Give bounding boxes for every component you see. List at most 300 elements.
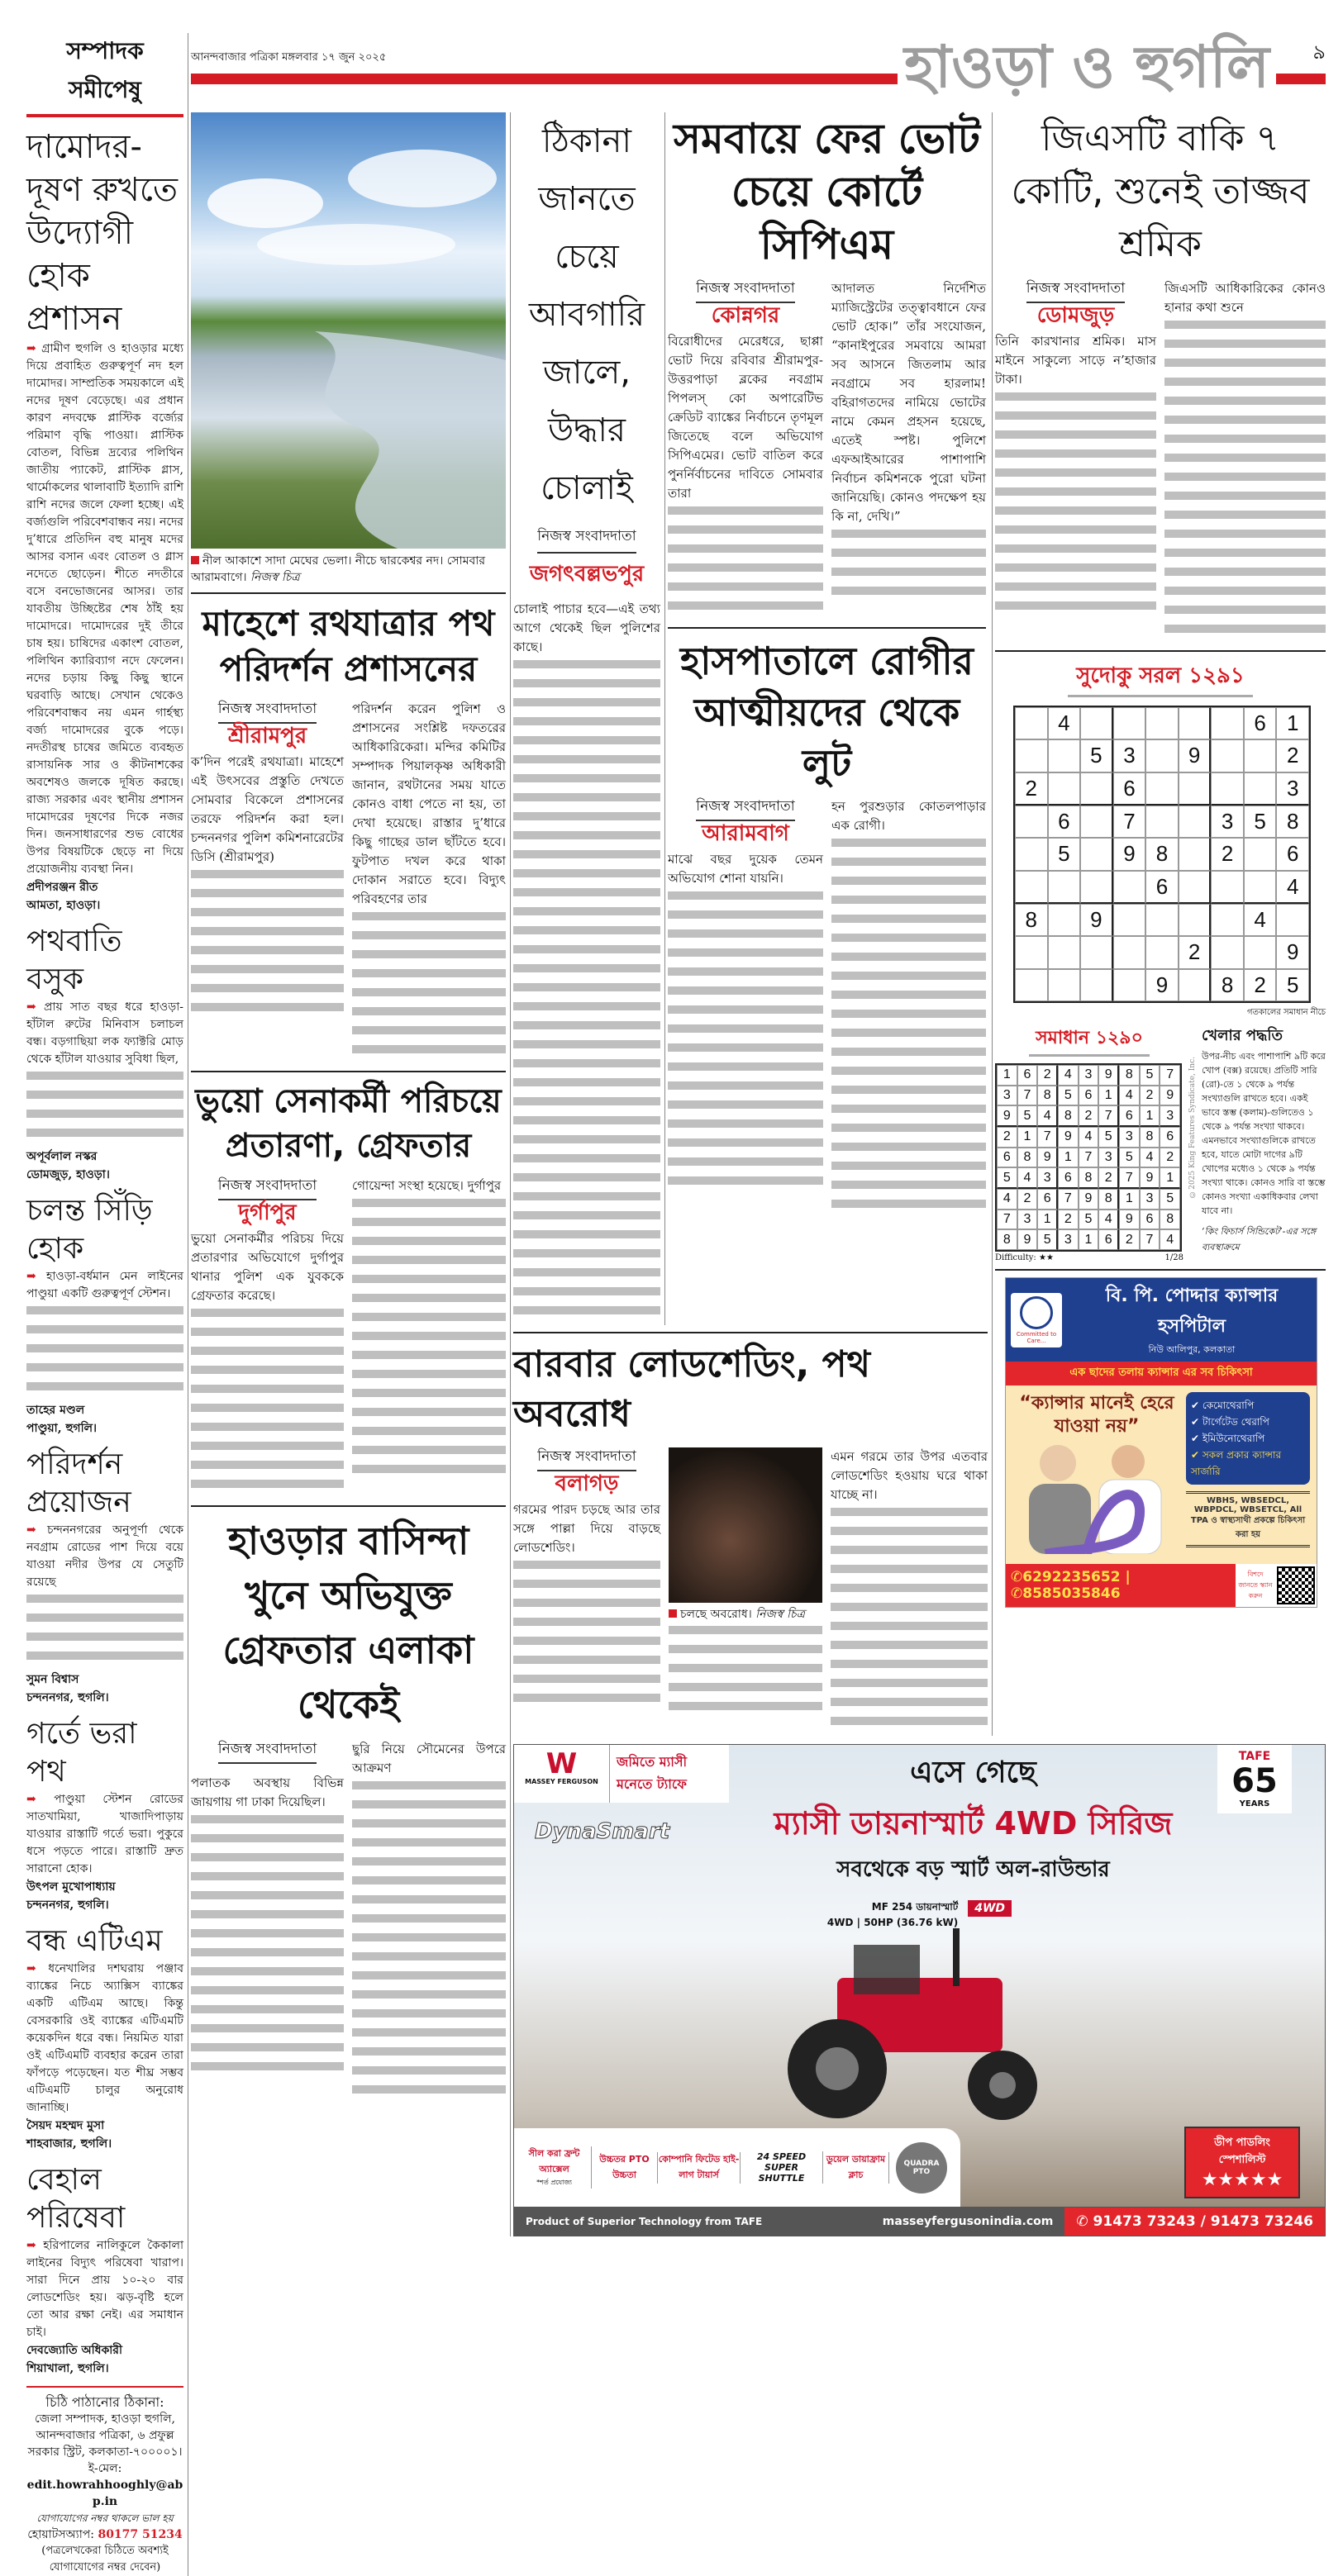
sudoku-cell: 3 — [1160, 1105, 1180, 1127]
qr-label: বিশদে জানতে স্ক্যান করুন — [1238, 1570, 1273, 1599]
sudoku-cell[interactable] — [1211, 707, 1244, 739]
sudoku-cell: 1 — [997, 1065, 1017, 1086]
anniversary-label: YEARS — [1239, 1799, 1270, 1808]
river-photo — [191, 112, 506, 549]
sudoku-cell[interactable] — [1080, 969, 1113, 1001]
article-text: পলাতক অবস্থায় বিভিন্ন জায়গায় গা ঢাকা দিয়েছিল। — [191, 1775, 344, 1809]
sudoku-cell: 9 — [1160, 1086, 1180, 1106]
letter-place: পাণ্ডুয়া, হুগলি। — [26, 1422, 98, 1435]
sudoku-cell[interactable] — [1145, 707, 1179, 739]
right-upper — [513, 112, 1326, 1736]
text-filler — [191, 1815, 344, 2081]
sudoku-cell[interactable] — [1113, 707, 1146, 739]
article-column — [995, 279, 1156, 620]
tractor-image-row — [514, 1928, 1325, 2127]
ad-headlines — [737, 1745, 1209, 1889]
sudoku-cell[interactable] — [1048, 936, 1081, 968]
services-list — [1186, 1392, 1310, 1485]
letter-author: সৈয়দ মহম্মদ মুসা — [26, 2119, 105, 2132]
caption-text: নীল আকাশে সাদা মেঘের ভেলা। নীচে দ্বারকেশ্বর নদ। সোমবার আরামবাগে। — [191, 554, 486, 584]
model-row — [514, 1900, 1325, 1928]
samabay-hospital-stack — [668, 112, 986, 1219]
check-icon: ✔ — [1191, 1416, 1203, 1428]
sudoku-cell: 7 — [1037, 1127, 1058, 1148]
sudoku-cell[interactable] — [1015, 838, 1048, 870]
letter-place: আমতা, হাওড়া। — [26, 899, 101, 912]
sudoku-cell: 9 — [1119, 1210, 1140, 1230]
article-column — [668, 279, 823, 620]
divider — [668, 627, 986, 629]
sudoku-cell: 2 — [1058, 1210, 1079, 1230]
puzzle-code: 1/28 — [1164, 1253, 1183, 1262]
divider — [513, 1332, 988, 1333]
letter-5 — [26, 1715, 183, 1914]
sudoku-cell[interactable] — [1113, 904, 1146, 936]
sudoku-cell[interactable] — [1179, 707, 1212, 739]
letter-heading: বন্ধ এটিএম — [26, 1924, 163, 1958]
center-top — [513, 112, 988, 1325]
headline-howrah[interactable]: হাওড়ার বাসিন্দা খুনে অভিযুক্ত গ্রেফতার এলাকা থেকেই — [222, 1519, 474, 1727]
column-divider — [992, 112, 993, 1736]
sudoku-cell: 5 — [1119, 1148, 1140, 1168]
letter-heading: গর্তে ভরা পথ — [26, 1717, 137, 1789]
letter-body: প্রায় সাত বছর ধরে হাওড়া-হাঁটাল রুটের মিনিবাস চলাচল বন্ধ। বড়গাছিয়া লক ফ্যাক্টরি মোড় থেকে হাঁটাল যাওয়ার সুবিধা ছিল, — [26, 1000, 184, 1066]
text-filler — [26, 1306, 183, 1401]
article-text: আদালত নির্দেশিত ম্যাজিস্ট্রেটের তত্ত্বাবধানে ফের ভোট হোক।” তাঁর সংযোজন, “কানাইপুরের সমবায়ে আমরা সব আসনে জিতলাম আর নবগ্রামে সব হারলাম! বহিরাগতদের নামিয়ে ভোটের নামে কেমন প্রহসন হয়েছে, এতেই স্পষ্ট। পুলিশে এফআইআরের পাশাপাশি নির্বাচন কমিশনকে পুরো ঘটনা জানিয়েছি। কোনও পদক্ষেপ হয় কি না, দেখি।” — [831, 281, 986, 524]
sudoku-cell[interactable] — [1048, 871, 1081, 904]
sudoku-cell[interactable] — [1080, 806, 1113, 838]
sudoku-cell: 8 — [1160, 1210, 1180, 1230]
column-divider — [664, 112, 665, 1325]
sudoku-cell: 4 — [1017, 1167, 1038, 1189]
feature-item: উচ্চতর PTO উচ্চতা — [592, 2152, 658, 2184]
sudoku-cell: 3 — [997, 1086, 1017, 1106]
byline: নিজস্ব সংবাদদাতা — [537, 525, 636, 554]
sudoku-title: সুদোকু সরল ১২৯১ — [1068, 658, 1253, 697]
sudoku-cell[interactable] — [1015, 707, 1048, 739]
sudoku-cell[interactable] — [1211, 904, 1244, 936]
letter-place: শাহবাজার, হুগলি। — [26, 2137, 112, 2151]
letter-place: শিয়াখালা, হুগলি। — [26, 2362, 109, 2375]
sudoku-cell: 8 — [1145, 838, 1179, 870]
sudoku-cell[interactable] — [1145, 772, 1179, 806]
sudoku-cell[interactable] — [1048, 969, 1081, 1001]
byline: নিজস্ব সংবাদদাতা — [218, 1740, 317, 1764]
massey-logo — [514, 1745, 729, 1803]
text-filler — [513, 1561, 660, 1713]
headline-bhuyo[interactable]: ভুয়ো সেনাকর্মী পরিচয়ে প্রতারণা, গ্রেফতার — [195, 1082, 502, 1165]
letter-body: হাওড়া-বর্ধমান মেন লাইনের পাণ্ডুয়া একটি গুরুত্বপূর্ণ স্টেশন। — [26, 1270, 184, 1300]
sudoku-cell[interactable] — [1080, 772, 1113, 806]
sudoku-cell: 9 — [1179, 739, 1212, 772]
quadra-pto-icon: QUADRA PTO — [896, 2142, 947, 2193]
sudoku-cell: 4 — [1048, 707, 1081, 739]
sudoku-cell: 6 — [1140, 1210, 1160, 1230]
sudoku-cell: 7 — [1140, 1229, 1160, 1250]
article-column — [831, 797, 986, 1219]
text-filler — [352, 1781, 506, 2104]
sudoku-cell[interactable] — [1113, 871, 1146, 904]
sudoku-cell: 8 — [1037, 1086, 1058, 1106]
sudoku-cell: 5 — [1058, 1086, 1079, 1106]
sudoku-cell: 3 — [1079, 1065, 1099, 1086]
sudoku-cell: 2 — [1160, 1148, 1180, 1168]
ad-headline-2: ম্যাসী ডায়নাস্মার্ট 4WD সিরিজ — [774, 1805, 1173, 1842]
sudoku-cell[interactable] — [1015, 806, 1048, 838]
article-column — [352, 700, 506, 1064]
sudoku-cell: 6 — [1276, 838, 1309, 870]
dateline: বলাগড় — [555, 1471, 619, 1496]
address-box — [26, 2386, 183, 2576]
check-icon: ✔ — [1191, 1400, 1203, 1411]
sudoku-cell: 1 — [1276, 707, 1309, 739]
check-icon: ✔ — [1191, 1433, 1203, 1444]
letter-author: প্রদীপরঞ্জন রীত — [26, 881, 98, 894]
sudoku-cell: 6 — [1037, 1189, 1058, 1210]
copyright: ©2025 King Features Syndicate, Inc. — [1188, 1057, 1197, 1198]
red-rule-short — [1276, 74, 1326, 84]
sudoku-cell[interactable] — [1179, 871, 1212, 904]
sudoku-cell: 7 — [1160, 1065, 1180, 1086]
text-filler — [668, 891, 823, 1195]
article-text: তিনি কারখানার শ্রমিক। মাস মাইনে সাকুল্যে সাড়ে ন’হাজার টাকা। — [995, 334, 1156, 387]
sudoku-cell: 7 — [1098, 1105, 1119, 1127]
doctor-patient-illustration — [1012, 1438, 1178, 1554]
section-title: হাওড়া ও হুগলি — [904, 33, 1269, 101]
headline-mahesh[interactable]: মাহেশে রথযাত্রার পথ পরিদর্শন প্রশাসনের — [202, 603, 495, 689]
sudoku-cell: 5 — [1079, 1210, 1099, 1230]
sudoku-cell[interactable] — [1048, 739, 1081, 772]
sudoku-cell: 3 — [1058, 1229, 1079, 1250]
tractor-illustration — [738, 1928, 1102, 2127]
sudoku-cell: 6 — [1079, 1086, 1099, 1106]
sudoku-cell[interactable] — [1211, 739, 1244, 772]
dateline: জগৎবল্লভপুর — [529, 562, 645, 587]
sudoku-cell: 1 — [1058, 1148, 1079, 1168]
rules-title: খেলার পদ্ধতি — [1202, 1027, 1283, 1044]
sudoku-cell: 9 — [1113, 838, 1146, 870]
column-title: সম্পাদক সমীপেষু — [26, 33, 183, 117]
masthead-right — [1276, 37, 1326, 101]
hospital-name: বি. পি. পোদ্দার ক্যান্সার হসপিটাল — [1105, 1286, 1279, 1337]
qr-code[interactable] — [1277, 1566, 1315, 1604]
pointer-icon: ➡ — [26, 1523, 36, 1537]
text-filler — [1164, 321, 1326, 644]
sudoku-rules — [1202, 1024, 1326, 1256]
sudoku-cell: 8 — [1017, 1148, 1038, 1168]
website-link[interactable]: masseyfergusonindia.com — [882, 2214, 1054, 2228]
service-label: ইমিউনোথেরাপি — [1202, 1433, 1265, 1444]
text-filler — [831, 1508, 988, 1736]
text-filler — [668, 506, 823, 620]
article-column — [191, 1176, 344, 1499]
headline-loadshedding[interactable]: বারবার লোডশেডিং, পথ অবরোধ — [513, 1343, 871, 1435]
pointer-icon: ➡ — [26, 1962, 36, 1975]
dateline: কোন্নগর — [711, 303, 780, 328]
sudoku-cell: 8 — [1276, 806, 1309, 838]
sudoku-cell[interactable] — [1179, 838, 1212, 870]
sudoku-cell: 4 — [1079, 1127, 1099, 1148]
sudoku-cell: 8 — [1058, 1105, 1079, 1127]
divider — [191, 1505, 506, 1507]
ad-headline-3: সবথেকে বড় স্মার্ট অল-রাউন্ডার — [836, 1857, 1110, 1882]
hospital-footer — [1006, 1564, 1317, 1607]
sudoku-cell: 6 — [1017, 1065, 1038, 1086]
sudoku-cell: 3 — [1140, 1189, 1160, 1210]
red-rule — [191, 74, 898, 84]
sudoku-cell[interactable] — [1145, 806, 1179, 838]
letter-heading: চলন্ত সিঁড়ি হোক — [26, 1194, 153, 1266]
sudoku-cell: 1 — [1098, 1086, 1119, 1106]
sudoku-cell[interactable] — [1113, 936, 1146, 968]
sudoku-cell: 3 — [1037, 1167, 1058, 1189]
sudoku-cell: 9 — [1058, 1127, 1079, 1148]
article-text: চোলাই পাচার হবে—এই তথ্য আগে থেকেই ছিল পুলিশের কাছে। — [513, 601, 660, 654]
letter-4 — [26, 1446, 183, 1707]
solution-block — [995, 1024, 1183, 1262]
article-text: ক’দিন পরেই রথযাত্রা। মাহেশে এই উৎসবের প্রস্তুতি দেখতে সোমবার বিকেলে প্রশাসনের তরফে পরিদর্শন করা হল। চন্দননগর পুলিশ কমিশনারেটের ডিসি (শ্রীরামপুর) — [191, 754, 344, 864]
article-text: বিরোধীদের মেরেধরে, ছাপ্পা ভোট দিয়ে রবিবার শ্রীরামপুর-উত্তরপাড়া ব্লকের নবগ্রাম পিপলস্ কো অপারেটিভ ক্রেডিট ব্যাঙ্কের নির্বাচনে তৃণমূল জিতেছে বলে অভিযোগ সিপিএমের। ভোট বাতিল করে পুনর্নির্বাচনের দাবিতে সোমবার তারা — [668, 334, 823, 501]
sudoku-cell[interactable] — [1015, 969, 1048, 1001]
article-column — [831, 279, 986, 606]
letter-body: হরিপালের নালিকুলে কৈকালা লাইনের বিদ্যুৎ পরিষেবা খারাপ। সারা দিনে প্রায় ১০-২০ বার লোডশেডিং হয়। ঝড়-বৃষ্টি হলে তো আর রক্ষা নেই। এর সমাধান চাই। — [26, 2239, 184, 2339]
sudoku-cell: 6 — [1119, 1105, 1140, 1127]
4wd-badge: 4WD — [968, 1900, 1012, 1917]
sudoku-cell[interactable] — [1015, 871, 1048, 904]
check-icon: ✔ — [1191, 1449, 1203, 1461]
sudoku-cell: 8 — [1140, 1127, 1160, 1148]
sudoku-cell: 3 — [1211, 806, 1244, 838]
sudoku-cell[interactable] — [1211, 772, 1244, 806]
specialist-label: ডীপ পাডলিং স্পেশালিস্ট — [1214, 2136, 1270, 2166]
sudoku-cell: 7 — [1113, 806, 1146, 838]
hospital-header — [1006, 1278, 1317, 1362]
sudoku-cell: 9 — [997, 1105, 1017, 1127]
service-label: টার্গেটেড থেরাপি — [1202, 1416, 1269, 1428]
tractor-advertisement[interactable] — [513, 1744, 1326, 2236]
sudoku-cell[interactable] — [1080, 871, 1113, 904]
headline-samabay[interactable]: সমবায়ে ফের ভোট চেয়ে কোর্টে সিপিএম — [673, 115, 981, 269]
sudoku-cell: 2 — [1079, 1105, 1099, 1127]
byline-hospital — [668, 797, 823, 844]
sudoku-cell: 1 — [1037, 1210, 1058, 1230]
service-label: সকল প্রকার ক্যান্সার সার্জারি — [1191, 1449, 1282, 1477]
ad-footer-text: Product of Superior Technology from TAFE — [526, 2215, 763, 2227]
sudoku-cell[interactable] — [1244, 739, 1277, 772]
sudoku-cell: 8 — [1211, 969, 1244, 1001]
sudoku-cell: 9 — [1140, 1167, 1160, 1189]
whatsapp-number: 80177 51234 — [98, 2528, 183, 2541]
river-illustration — [191, 112, 506, 549]
article-column — [513, 600, 660, 1325]
sudoku-cell[interactable] — [1179, 806, 1212, 838]
letter-1 — [26, 126, 183, 915]
divider — [191, 1071, 506, 1072]
sudoku-cell[interactable] — [1179, 904, 1212, 936]
photo-credit: নিজস্ব চিত্র — [250, 571, 300, 584]
email-label: ই-মেল: — [88, 2462, 122, 2475]
whatsapp-label: হোয়াটসঅ্যাপ: — [27, 2528, 94, 2541]
hospital-body — [1006, 1385, 1317, 1564]
headline-gst[interactable]: জিএসটি বাকি ৭ কোটি, শুনেই তাজ্জব শ্রমিক — [1011, 117, 1310, 265]
model-name: MF 254 ডায়নাস্মার্ট — [871, 1901, 959, 1913]
sudoku-cell[interactable] — [1145, 936, 1179, 968]
hospital-phones[interactable]: ✆6292235652 | ✆8585035846 — [1006, 1564, 1236, 1607]
hospital-schemes: WBHS, WBSEDCL, WBPDCL, WBSETCL, All TPA ও স্বাস্থ্যসাথী প্রকল্পে চিকিৎসা করা হয় — [1186, 1491, 1310, 1547]
solution-footer — [995, 1253, 1183, 1262]
sudoku-cell: 5 — [1160, 1189, 1180, 1210]
letter-place: ডোমজুড়, হাওড়া। — [26, 1168, 110, 1181]
sudoku-cell: 2 — [1017, 1189, 1038, 1210]
letter-body: ধনেখালির দশঘরায় পঞ্জাব ব্যাঙ্কের নিচে অ্যাক্সিস ব্যাঙ্কের একটি এটিএম আছে। কিন্তু বেসরকারি ওই ব্যাঙ্কের এটিএমটি কয়েকদিন ধরে বন্ধ। নিয়মিত যারা ওই এটিএমটি ব্যবহার করেন তারা ফাঁপড়ে পড়েছেন। যত শীঘ্র সম্ভব এটিএমটি চালুর অনুরোধ জানাচ্ছি। — [26, 1962, 184, 2114]
divider — [995, 1269, 1326, 1271]
email-link[interactable]: edit.howrahhooghly@abp.in — [26, 2479, 183, 2508]
sudoku-cell[interactable] — [1179, 772, 1212, 806]
address-title: চিঠি পাঠানোর ঠিকানা: — [45, 2394, 164, 2410]
sudoku-cell: 1 — [1017, 1127, 1038, 1148]
sudoku-cell: 4 — [1276, 871, 1309, 904]
sudoku-cell[interactable] — [1080, 707, 1113, 739]
sudoku-cell: 4 — [1160, 1229, 1180, 1250]
dateline: শ্রীরামপুর — [227, 724, 307, 749]
massey-emblem-icon: W — [545, 1747, 578, 1780]
pointer-icon: ➡ — [26, 1793, 36, 1806]
tafe-logo: TAFE — [1238, 1750, 1271, 1763]
text-filler — [831, 839, 986, 1219]
sudoku-cell: 2 — [1244, 969, 1277, 1001]
sudoku-puzzle-grid — [1013, 706, 1311, 1003]
feature-item: 24 SPEED SUPER SHUTTLE — [741, 2151, 823, 2184]
main-area — [191, 33, 1326, 2236]
letter-place: চন্দননগর, হুগলি। — [26, 1899, 109, 1912]
letter-heading: পথবাতি বসুক — [26, 924, 122, 996]
solution-title: সমাধান ১২৯০ — [1029, 1024, 1150, 1057]
article-column — [668, 797, 823, 1195]
letter-6 — [26, 1922, 183, 2153]
sudoku-cell: 2 — [1037, 1065, 1058, 1086]
letter-author: তাহের মণ্ডল — [26, 1404, 85, 1417]
hospital-advertisement[interactable] — [1005, 1277, 1317, 1608]
sudoku-cell: 6 — [1244, 707, 1277, 739]
headline-hospital[interactable]: হাসপাতালে রোগীর আত্মীয়দের থেকে লুট — [679, 639, 974, 786]
text-filler — [352, 912, 506, 1064]
sudoku-cell[interactable] — [1080, 936, 1113, 968]
sudoku-cell: 4 — [997, 1189, 1017, 1210]
letter-3 — [26, 1192, 183, 1438]
text-filler — [513, 660, 660, 1325]
letter-heading: পরিদর্শন প্রয়োজন — [26, 1447, 131, 1519]
sudoku-cell: 3 — [1119, 1127, 1140, 1148]
sudoku-cell[interactable] — [1015, 936, 1048, 968]
text-filler — [191, 870, 344, 1022]
pointer-icon: ➡ — [26, 1000, 36, 1014]
service-item — [1191, 1397, 1305, 1414]
sudoku-cell[interactable] — [1048, 904, 1081, 936]
specialist-badge — [1184, 2127, 1300, 2198]
letter-place: চন্দননগর, হুগলি। — [26, 1691, 109, 1704]
byline: নিজস্ব সংবাদদাতা — [696, 279, 794, 303]
byline-howrah — [191, 1740, 344, 1767]
sudoku-cell[interactable] — [1179, 969, 1212, 1001]
sudoku-cell[interactable] — [1244, 838, 1277, 870]
article-text: এমন গরমে তার উপর এতবার লোডশেডিং হওয়ায় ঘরে থাকা যাচ্ছে না। — [831, 1449, 988, 1502]
rules-credit: ‘কিং ফিচার্স সিন্ডিকেট’-এর সঙ্গে ব্যবস্থাক্রমে — [1202, 1226, 1317, 1252]
service-item — [1191, 1447, 1305, 1480]
brand-name: MASSEY FERGUSON — [525, 1778, 598, 1785]
masthead-left — [191, 50, 898, 101]
pointer-icon: ➡ — [26, 2239, 36, 2252]
sudoku-cell[interactable] — [1244, 936, 1277, 968]
sudoku-cell: 6 — [1048, 806, 1081, 838]
sudoku-cell[interactable] — [1244, 871, 1277, 904]
dateline: দুর্গাপুর — [238, 1200, 297, 1225]
service-item — [1191, 1430, 1305, 1447]
sudoku-cell: 3 — [1113, 739, 1146, 772]
letter-body: গ্রামীণ হুগলি ও হাওড়ার মধ্যে দিয়ে প্রবাহিত গুরুত্বপূর্ণ নদ হল দামোদর। সাম্প্রতিক সময়কালে এই নদের দূষণ বেড়েছে। এর প্রধান কারণ নদবক্ষে প্লাস্টিক বর্জ্যের পরিমাণ বৃদ্ধি পাওয়া। প্লাস্টিক বোতল, বিভিন্ন দ্রব্যের পলিথিন জাতীয় প্যাকেট, প্লাস্টিক গ্লাস, থার্মোকলের থালাবাটি ইত্যাদি রাশি রাশি নদের জলে ফেলা হচ্ছে। এই বর্জ্যগুলি পরিবেশবান্ধব নয়। নদের দু’ধারে প্রতিদিন বহু মানুষ মদের আসর বসান এবং বোতল ও গ্লাস নদেতে ছোড়েন। শীতে নদতীরে বসে বনভোজনের আসর। তার যাবতীয় উচ্ছিষ্টের শেষ ঠাঁই হয় দামোদরে। দামোদরের দুই তীরে চাষ হয়। চাষিদের একাংশ বোতল, পলিথিন ক্যারিব্যাগ নদে ফেলেন। নদের চড়ায় কিছু কিছু স্থানে ঘরবাড়ি আছে। সেখান থেকেও পরিবেশবান্ধব নয় এমন গার্হস্থ্য বর্জ্য দামোদরের বুকে পড়ে। নদতীরস্থ চাষের জমিতে ব্যবহৃত রাসায়নিক সার ও কীটনাশকের অবশেষও জলকে দূষিত করছে। রাজ্য সরকার এবং স্থানীয় প্রশাসন দামোদরের দূষণের দিকে নজর দিন। জনসাধারণের শুভ বোধের উপর বিষয়টিকে ছেড়ে না দিয়ে প্রয়োজনীয় ব্যবস্থা নিন। — [26, 342, 183, 876]
sudoku-cell[interactable] — [1276, 904, 1309, 936]
sudoku-cell: 2 — [1015, 772, 1048, 806]
article-text: জিএসটি আধিকারিকের কোনও হানার কথা শুনে — [1164, 281, 1326, 315]
article-text: গোয়েন্দা সংস্থা হয়েছে। দুর্গাপুর — [352, 1178, 502, 1193]
sudoku-cell[interactable] — [1145, 904, 1179, 936]
sudoku-cell: 9 — [1017, 1229, 1038, 1250]
headline-thikana[interactable]: ঠিকানা জানতে চেয়ে আবগারি জালে, উদ্ধার চোলাই — [528, 122, 645, 507]
sudoku-cell: 6 — [1098, 1229, 1119, 1250]
sudoku-cell: 5 — [1037, 1229, 1058, 1250]
sudoku-cell: 7 — [1079, 1148, 1099, 1168]
sudoku-cell: 2 — [1211, 838, 1244, 870]
sudoku-cell[interactable] — [1145, 739, 1179, 772]
service-label: কেমোথেরাপি — [1202, 1400, 1255, 1411]
sudoku-cell: 4 — [1140, 1148, 1160, 1168]
sudoku-cell: 3 — [1276, 772, 1309, 806]
stars-icon: ★★★★★ — [1201, 2170, 1283, 2190]
ad-phones[interactable]: ✆ 91473 73243 / 91473 73246 — [1064, 2208, 1325, 2236]
article-column — [513, 1447, 660, 1713]
pointer-icon: ➡ — [26, 342, 36, 355]
sudoku-cell: 4 — [1037, 1105, 1058, 1127]
tractor-ad-header — [514, 1745, 1325, 1889]
sudoku-cell: 4 — [1098, 1210, 1119, 1230]
sudoku-cell[interactable] — [1211, 871, 1244, 904]
masthead — [191, 33, 1326, 101]
sudoku-cell: 5 — [1080, 739, 1113, 772]
sudoku-cell: 6 — [997, 1148, 1017, 1168]
anniversary-number: 65 — [1231, 1762, 1278, 1800]
sudoku-cell: 6 — [1058, 1167, 1079, 1189]
sudoku-cell: 7 — [1017, 1086, 1038, 1106]
sudoku-cell[interactable] — [1244, 772, 1277, 806]
sudoku-cell[interactable] — [1113, 969, 1146, 1001]
sudoku-cell: 9 — [1276, 936, 1309, 968]
byline: নিজস্ব সংবাদদাতা — [1026, 279, 1125, 303]
center-stories — [513, 112, 988, 1736]
photo-caption — [191, 553, 506, 586]
sudoku-cell: 2 — [1098, 1167, 1119, 1189]
service-item — [1191, 1414, 1305, 1430]
text-filler — [26, 1072, 183, 1148]
phone-2[interactable]: 8585035846 — [1022, 1585, 1121, 1602]
sudoku-cell[interactable] — [1048, 772, 1081, 806]
model-power: 4WD | 50HP (36.76 kW) — [826, 1917, 959, 1928]
sudoku-cell[interactable] — [1080, 838, 1113, 870]
sudoku-cell[interactable] — [1211, 936, 1244, 968]
sudoku-cell[interactable] — [1015, 739, 1048, 772]
phone-1[interactable]: 6292235652 — [1022, 1569, 1121, 1585]
model-spec — [827, 1900, 958, 1928]
hospital-quote: “ক্যান্সার মানেই হেরে যাওয়া নয়” — [1019, 1393, 1174, 1437]
sudoku-cell: 5 — [1048, 838, 1081, 870]
